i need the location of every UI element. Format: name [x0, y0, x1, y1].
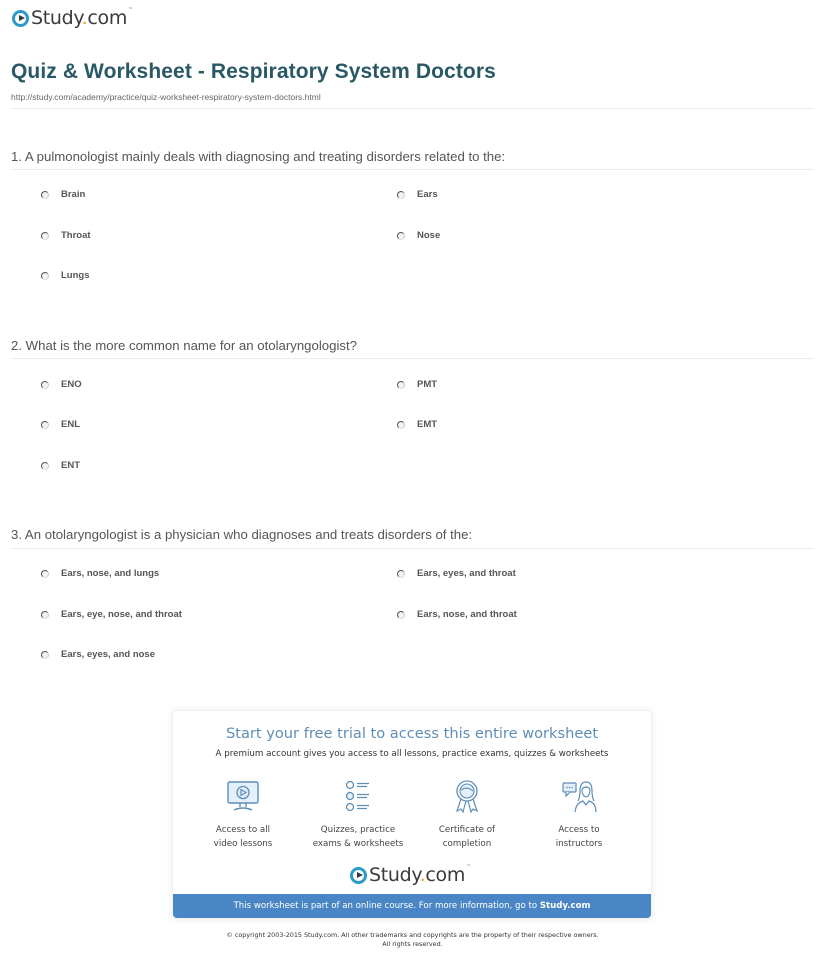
logo-tm: ™	[128, 7, 133, 13]
question-1-option-b[interactable]: Ears	[397, 189, 438, 200]
question-2-option-b[interactable]: PMT	[397, 379, 437, 390]
question-3-option-d[interactable]: Ears, nose, and throat	[397, 609, 517, 620]
feature-video-lessons: Access to all video lessons	[188, 779, 298, 851]
radio-icon[interactable]	[397, 421, 405, 429]
rights-reserved-line: All rights reserved.	[382, 940, 443, 948]
question-2-divider	[11, 358, 814, 359]
question-3-option-a[interactable]: Ears, nose, and lungs	[41, 568, 159, 579]
play-circle-icon	[350, 867, 367, 884]
page-title: Quiz & Worksheet - Respiratory System Doctors	[11, 60, 496, 83]
study-logo[interactable]	[12, 5, 133, 31]
radio-icon[interactable]	[41, 191, 49, 199]
feature-instructors: Access to instructors	[524, 779, 634, 851]
radio-icon[interactable]	[397, 191, 405, 199]
checklist-icon	[340, 779, 376, 815]
question-2-option-c[interactable]: ENL	[41, 419, 80, 430]
question-3-option-c[interactable]: Ears, eye, nose, and throat	[41, 609, 182, 620]
radio-icon[interactable]	[41, 381, 49, 389]
radio-icon[interactable]	[41, 611, 49, 619]
promo-title[interactable]: Start your free trial to access this entire worksheet	[225, 725, 599, 742]
free-trial-promo-card[interactable]	[173, 711, 651, 918]
radio-icon[interactable]	[41, 462, 49, 470]
promo-subtitle: A premium account gives you access to all lessons, practice exams, quizzes & worksheets	[215, 749, 609, 759]
radio-icon[interactable]	[41, 570, 49, 578]
logo-tld: com	[87, 7, 128, 29]
play-circle-icon	[12, 10, 29, 27]
radio-icon[interactable]	[41, 232, 49, 240]
logo-name: Study	[31, 7, 82, 29]
question-1-option-d[interactable]: Nose	[397, 230, 440, 241]
radio-icon[interactable]	[397, 611, 405, 619]
radio-icon[interactable]	[397, 232, 405, 240]
question-1-divider	[11, 169, 814, 170]
logo-dot: .	[81, 7, 88, 29]
question-1-option-e[interactable]: Lungs	[41, 270, 90, 281]
page-url[interactable]: http://study.com/academy/practice/quiz-worksheet-respiratory-system-doctors.html	[11, 92, 321, 102]
radio-icon[interactable]	[41, 421, 49, 429]
feature-quizzes: Quizzes, practice exams & worksheets	[303, 779, 413, 851]
question-2-option-e[interactable]: ENT	[41, 460, 80, 471]
instructor-chat-icon	[561, 779, 597, 815]
question-3-divider	[11, 548, 814, 549]
promo-info-bar[interactable]	[173, 894, 651, 918]
radio-icon[interactable]	[41, 651, 49, 659]
question-3-text: 3. An otolaryngologist is a physician who diagnoses and treats disorders of the:	[11, 527, 473, 542]
radio-icon[interactable]	[397, 570, 405, 578]
radio-icon[interactable]	[397, 381, 405, 389]
question-2-option-d[interactable]: EMT	[397, 419, 437, 430]
question-3-option-e[interactable]: Ears, eyes, and nose	[41, 649, 155, 660]
radio-icon[interactable]	[41, 272, 49, 280]
video-monitor-icon	[225, 779, 261, 815]
question-1-option-c[interactable]: Throat	[41, 230, 91, 241]
question-3-option-b[interactable]: Ears, eyes, and throat	[397, 568, 516, 579]
feature-certificate: Certificate of completion	[412, 779, 522, 851]
promo-bar-text: This worksheet is part of an online course. For more information, go to	[233, 901, 540, 911]
study-logo-promo[interactable]: Study.com™	[350, 862, 471, 888]
question-1-option-a[interactable]: Brain	[41, 189, 85, 200]
question-2-option-a[interactable]: ENO	[41, 379, 82, 390]
question-1-text: 1. A pulmonologist mainly deals with diagnosing and treating disorders related to the:	[11, 149, 506, 164]
certificate-ribbon-icon	[449, 779, 485, 815]
copyright-line: © copyright 2003-2015 Study.com. All other trademarks and copyrights are the property of their respective owners.	[226, 931, 599, 939]
copyright-footer	[0, 931, 825, 949]
study-link[interactable]: Study.com	[539, 901, 591, 911]
question-2-text: 2. What is the more common name for an otolaryngologist?	[11, 338, 357, 353]
title-divider	[11, 108, 814, 109]
